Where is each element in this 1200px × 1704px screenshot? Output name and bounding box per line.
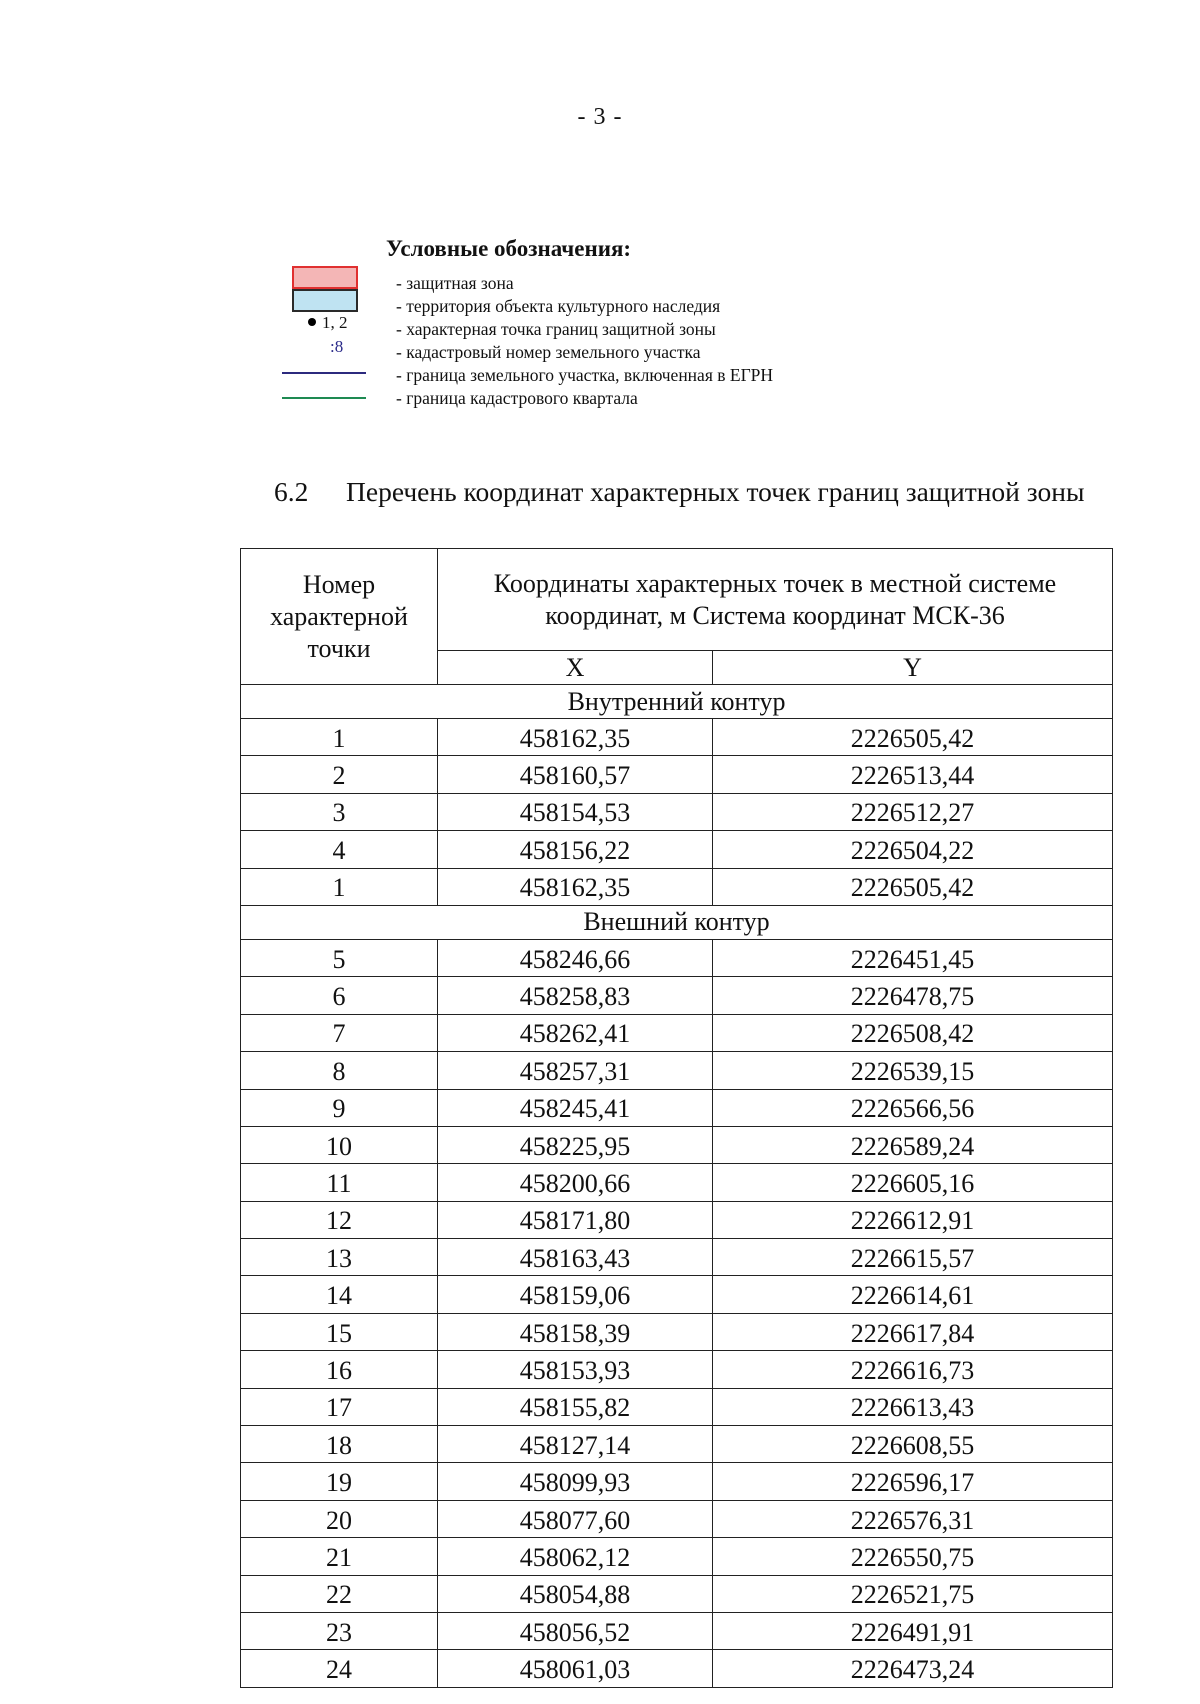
table-row xyxy=(241,1239,1113,1276)
section-title: Перечень координат характерных точек границ защитной зоны xyxy=(346,476,1085,507)
legend-item-cadastral-number: - кадастровый номер земельного участка xyxy=(396,342,701,362)
y-coordinate-cell: 2226512,27 xyxy=(713,793,1113,830)
y-coordinate-cell: 2226508,42 xyxy=(713,1014,1113,1051)
y-coordinate-cell: 2226505,42 xyxy=(713,719,1113,756)
point-number-cell: 22 xyxy=(241,1575,438,1612)
x-coordinate-cell: 458163,43 xyxy=(438,1239,713,1276)
header-y: Y xyxy=(713,651,1113,685)
table-row xyxy=(241,1351,1113,1388)
point-number-cell: 8 xyxy=(241,1052,438,1089)
y-coordinate-cell: 2226614,61 xyxy=(713,1276,1113,1313)
point-number-cell: 1 xyxy=(241,868,438,905)
y-coordinate-cell: 2226612,91 xyxy=(713,1201,1113,1238)
table-row xyxy=(241,1388,1113,1425)
y-coordinate-cell: 2226550,75 xyxy=(713,1538,1113,1575)
y-coordinate-cell: 2226478,75 xyxy=(713,977,1113,1014)
x-coordinate-cell: 458156,22 xyxy=(438,831,713,868)
heritage-territory-swatch xyxy=(292,289,358,312)
y-coordinate-cell: 2226576,31 xyxy=(713,1500,1113,1537)
point-number-cell: 23 xyxy=(241,1612,438,1649)
table-row xyxy=(241,1575,1113,1612)
x-coordinate-cell: 458160,57 xyxy=(438,756,713,793)
section-row xyxy=(241,685,1113,719)
table-row xyxy=(241,1164,1113,1201)
table-row xyxy=(241,1538,1113,1575)
point-marker-label: 1, 2 xyxy=(322,313,348,332)
point-dot-icon xyxy=(308,318,316,326)
x-coordinate-cell: 458162,35 xyxy=(438,868,713,905)
point-number-cell: 6 xyxy=(241,977,438,1014)
point-marker-symbol xyxy=(308,313,348,333)
x-coordinate-cell: 458258,83 xyxy=(438,977,713,1014)
table-row xyxy=(241,1126,1113,1163)
y-coordinate-cell: 2226608,55 xyxy=(713,1426,1113,1463)
y-coordinate-cell: 2226491,91 xyxy=(713,1612,1113,1649)
x-coordinate-cell: 458056,52 xyxy=(438,1612,713,1649)
point-number-cell: 3 xyxy=(241,793,438,830)
header-x: X xyxy=(438,651,713,685)
y-coordinate-cell: 2226566,56 xyxy=(713,1089,1113,1126)
table-row xyxy=(241,1089,1113,1126)
y-coordinate-cell: 2226617,84 xyxy=(713,1313,1113,1350)
table-row xyxy=(241,1463,1113,1500)
x-coordinate-cell: 458200,66 xyxy=(438,1164,713,1201)
table-row xyxy=(241,1276,1113,1313)
point-number-cell: 4 xyxy=(241,831,438,868)
y-coordinate-cell: 2226539,15 xyxy=(713,1052,1113,1089)
y-coordinate-cell: 2226451,45 xyxy=(713,939,1113,976)
table-row xyxy=(241,977,1113,1014)
table-row xyxy=(241,793,1113,830)
y-coordinate-cell: 2226613,43 xyxy=(713,1388,1113,1425)
table-row xyxy=(241,831,1113,868)
point-number-cell: 24 xyxy=(241,1650,438,1687)
point-number-cell: 5 xyxy=(241,939,438,976)
y-coordinate-cell: 2226521,75 xyxy=(713,1575,1113,1612)
page-number: - 3 - xyxy=(577,104,623,130)
y-coordinate-cell: 2226605,16 xyxy=(713,1164,1113,1201)
legend-item-quarter-boundary: - граница кадастрового квартала xyxy=(396,388,638,408)
x-coordinate-cell: 458159,06 xyxy=(438,1276,713,1313)
x-coordinate-cell: 458225,95 xyxy=(438,1126,713,1163)
point-number-cell: 16 xyxy=(241,1351,438,1388)
x-coordinate-cell: 458154,53 xyxy=(438,793,713,830)
legend-item-heritage-territory: - территория объекта культурного наследия xyxy=(396,296,721,316)
legend-item-protective-zone: - защитная зона xyxy=(396,273,514,293)
y-coordinate-cell: 2226505,42 xyxy=(713,868,1113,905)
point-number-cell: 12 xyxy=(241,1201,438,1238)
y-coordinate-cell: 2226504,22 xyxy=(713,831,1113,868)
cadastral-quarter-boundary-line xyxy=(282,397,366,399)
cadastral-number-symbol: :8 xyxy=(330,337,344,356)
point-number-cell: 1 xyxy=(241,719,438,756)
point-number-cell: 10 xyxy=(241,1126,438,1163)
legend-title: Условные обозначения: xyxy=(386,236,632,261)
point-number-cell: 15 xyxy=(241,1313,438,1350)
table-row xyxy=(241,1201,1113,1238)
section-row xyxy=(241,905,1113,939)
y-coordinate-cell: 2226616,73 xyxy=(713,1351,1113,1388)
point-number-cell: 20 xyxy=(241,1500,438,1537)
y-coordinate-cell: 2226596,17 xyxy=(713,1463,1113,1500)
x-coordinate-cell: 458054,88 xyxy=(438,1575,713,1612)
table-row xyxy=(241,1426,1113,1463)
legend-item-characteristic-point: - характерная точка границ защитной зоны xyxy=(396,319,716,339)
y-coordinate-cell: 2226589,24 xyxy=(713,1126,1113,1163)
point-number-cell: 21 xyxy=(241,1538,438,1575)
y-coordinate-cell: 2226615,57 xyxy=(713,1239,1113,1276)
table-row xyxy=(241,939,1113,976)
table-row xyxy=(241,868,1113,905)
table-row xyxy=(241,1052,1113,1089)
y-coordinate-cell: 2226473,24 xyxy=(713,1650,1113,1687)
x-coordinate-cell: 458262,41 xyxy=(438,1014,713,1051)
header-point-number: Номер характерной точки xyxy=(241,549,438,685)
section-heading xyxy=(274,476,1084,508)
table-row xyxy=(241,756,1113,793)
x-coordinate-cell: 458077,60 xyxy=(438,1500,713,1537)
x-coordinate-cell: 458246,66 xyxy=(438,939,713,976)
y-coordinate-cell: 2226513,44 xyxy=(713,756,1113,793)
x-coordinate-cell: 458062,12 xyxy=(438,1538,713,1575)
x-coordinate-cell: 458127,14 xyxy=(438,1426,713,1463)
table-row xyxy=(241,1500,1113,1537)
section-title-cell: Внешний контур xyxy=(241,905,1113,939)
point-number-cell: 18 xyxy=(241,1426,438,1463)
table-row xyxy=(241,1313,1113,1350)
point-number-cell: 19 xyxy=(241,1463,438,1500)
header-coordinates: Координаты характерных точек в местной системе координат, м Система координат МСК-36 xyxy=(438,549,1113,651)
point-number-cell: 17 xyxy=(241,1388,438,1425)
table-row xyxy=(241,1014,1113,1051)
land-plot-boundary-line xyxy=(282,372,366,374)
x-coordinate-cell: 458061,03 xyxy=(438,1650,713,1687)
x-coordinate-cell: 458171,80 xyxy=(438,1201,713,1238)
table-row xyxy=(241,1650,1113,1687)
x-coordinate-cell: 458155,82 xyxy=(438,1388,713,1425)
section-title-cell: Внутренний контур xyxy=(241,685,1113,719)
protective-zone-swatch xyxy=(292,266,358,289)
point-number-cell: 2 xyxy=(241,756,438,793)
point-number-cell: 7 xyxy=(241,1014,438,1051)
x-coordinate-cell: 458099,93 xyxy=(438,1463,713,1500)
point-number-cell: 11 xyxy=(241,1164,438,1201)
section-number: 6.2 xyxy=(274,476,309,507)
x-coordinate-cell: 458245,41 xyxy=(438,1089,713,1126)
point-number-cell: 13 xyxy=(241,1239,438,1276)
table-row xyxy=(241,1612,1113,1649)
point-number-cell: 14 xyxy=(241,1276,438,1313)
x-coordinate-cell: 458162,35 xyxy=(438,719,713,756)
point-number-cell: 9 xyxy=(241,1089,438,1126)
x-coordinate-cell: 458153,93 xyxy=(438,1351,713,1388)
table-row xyxy=(241,719,1113,756)
x-coordinate-cell: 458158,39 xyxy=(438,1313,713,1350)
x-coordinate-cell: 458257,31 xyxy=(438,1052,713,1089)
legend-item-land-plot-boundary: - граница земельного участка, включенная в ЕГРН xyxy=(396,365,774,385)
coordinates-table xyxy=(240,548,1113,1688)
